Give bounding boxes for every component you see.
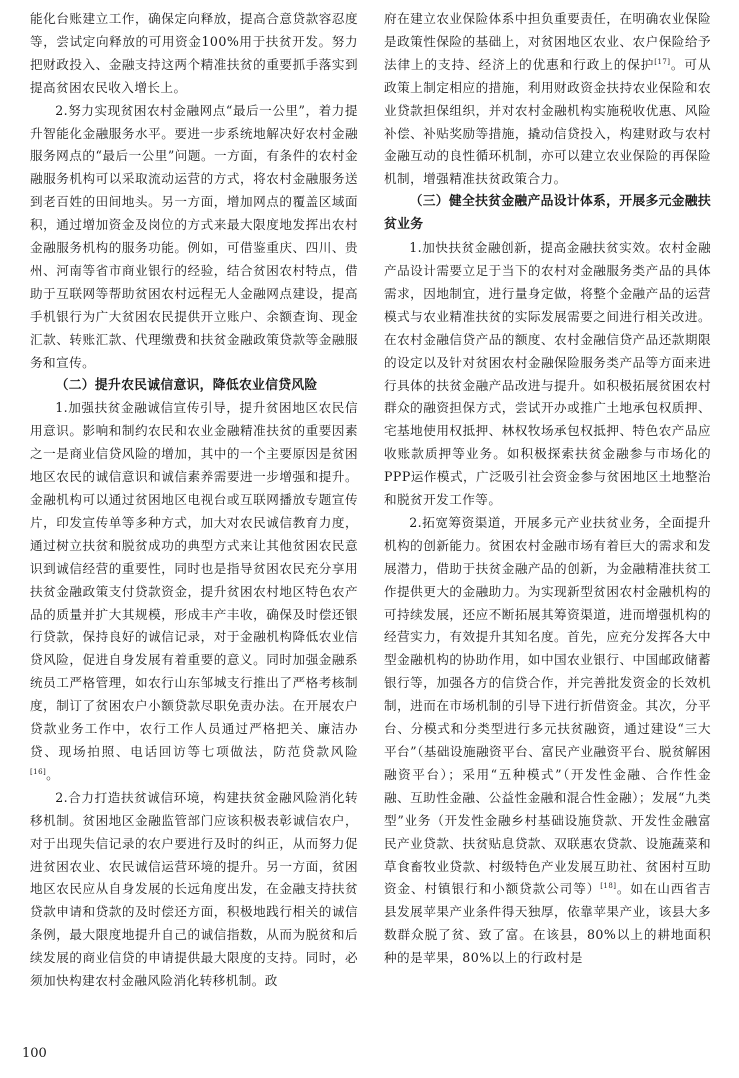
paragraph: 1.加快扶贫金融创新，提高金融扶贫实效。农村金融产品设计需要立足于当下的农村对金融服务类产品的具体需求，因地制宜，进行量身定做，将整个金融产品的运营模式与农业精准扶贫的实际发展需要之间进行相关改进。在农村金融信贷产品的额度、农村金融信贷产品还款期限的设定以及针对贫困农村金融保险服务类产品等方面来进行具体的扶贫金融产品改进与提升。如积极拓展贫困农村群众的融资担保方式，尝试开办或推广土地承包权质押、宅基地使用权抵押、林权牧场承包权抵押、特色农产品应收账款质押等业务。如积极探索扶贫金融参与市场化的PPP运作模式，广泛吸引社会资金参与贫困地区土地整治和脱贫开发工作等。 — [384, 240, 711, 508]
paragraph-text: 府在建立农业保险体系中担负重要责任，在明确农业保险是政策性保险的基础上，对贫困地区农业、农户保险给予法律上的支持、经济上的优惠和行政上的保护 — [384, 11, 711, 72]
paragraph — [30, 397, 358, 786]
citation[interactable]: [16] — [30, 767, 47, 776]
paragraph: 2.努力实现贫困农村金融网点“最后一公里”，着力提升智能化金融服务水平。要进一步系统地解决好农村金融服务网点的“最后一公里”问题。一方面，有条件的农村金融服务机构可以采取流动运营的方式，将农村金融服务送到老百姓的田间地头。另一方面，增加网点的覆盖区域面积，通过增加资金及岗位的方式来最大限度地发挥出农村金融服务机构的服务功能。例如，可借鉴重庆、四川、贵州、河南等省市商业银行的经验，结合贫困农村特点，借助于互联网等帮助贫困农村远程无人金融网点建设，提高手机银行为广大贫困农民提供开立账户、余额查询、现金汇款、转账汇款、代理缴费和扶贫金融政策贷款等金融服务和宣传。 — [30, 102, 358, 370]
paragraph-text-end: 。 — [46, 766, 60, 782]
citation[interactable]: [18] — [600, 882, 617, 891]
paragraph-text: 1.加强扶贫金融诚信宣传引导，提升贫困地区农民信用意识。影响和制约农民和农业金融精准扶贫的重要因素之一是商业信贷风险的增加，其中的一个主要原因是贫困地区农民的诚信意识和诚信素养需要进一步增强和提升。金融机构可以通过贫困地区电视台或互联网播放专题宣传片，印发宣传单等多种方式，加大对农民诚信教育力度，通过树立扶贫和脱贫成功的典型方式来让其他贫困农民意识到诚信经营的重要性，同时也是指导贫困农民充分享用扶贫金融政策支付贷款资金，提升贫困农村地区特色农产品的质量并扩大其规模，形成丰产丰收，确保及时偿还银行贷款，保持良好的诚信记录，对于金融机构降低农业信贷风险，促进自身发展有着重要的意义。同时加强金融系统员工严格管理，如农行山东邹城支行推出了严格考核制度，制订了贫困农户小额贷款尽职免责办法。在开展农户贷款业务工作中，农行工作人员通过严格把关、廉洁办贷、现场拍照、电话回访等七项做法，防范贷款风险 — [30, 400, 358, 759]
paragraph-text: 2.拓宽筹资渠道，开展多元产业扶贫业务，全面提升机构的创新能力。贫困农村金融市场有着巨大的需求和发展潜力，借助于扶贫金融产品的创新，为金融精准扶贫工作提供更大的金融助力。为实现新型贫困农村金融机构的可持续发展，还应不断拓展其筹资渠道，进而增强机构的经营实力，有效提升其知名度。首先，应充分发挥各大中型金融机构的协助作用，如中国农业银行、中国邮政储蓄银行等，加强各方的信贷合作，并完善批发资金的长效机制，进而在市场机制的引导下进行折借资金。其次，分平台、分模式和分类型进行多元扶贫融资，通过建设“三大平台”（基础设施融资平台、富民产业融资平台、脱贫解困融资平台）；采用“五种模式”（开发性金融、合作性金融、互助性金融、公益性金融和混合性金融）；发展“九类型”业务（开发性金融乡村基础设施贷款、开发性金融富民产业贷款、扶贫贴息贷款、双联惠农贷款、设施蔬菜和草食畜牧业贷款、村级特色产业发展互助社、贫困村互助资金、村镇银行和小额贷款公司等） — [384, 514, 711, 897]
citation[interactable]: [17] — [654, 57, 671, 66]
paragraph-text-end: 。可从政策上制定相应的措施，利用财政资金扶持农业保险和农业贷款担保组织，并对农村金融机构实施税收优惠、风险补偿、补贴奖励等措施，撬动信贷投入，构建财政与农村金融互动的良性循环机制，亦可以建立农业保险的再保险机制，增强精准扶贫政策合力。 — [384, 56, 711, 187]
paragraph: 能化台账建立工作，确保定向释放，提高合意贷款容忍度等，尝试定向释放的可用资金100%用于扶贫开发。努力把财政投入、金融支持这两个精准扶贫的重要抓手落实到提高贫困农民收入增长上。 — [30, 11, 358, 95]
left-column — [30, 8, 358, 993]
paragraph: 2.合力打造扶贫诚信环境，构建扶贫金融风险消化转移机制。贫困地区金融监管部门应该积极表彰诚信农户，对于出现失信记录的农户要进行及时的纠正，从而努力促进贫困农业、农民诚信运营环境的提升。另一方面，贫困地区农民应从自身发展的长远角度出发，在金融支持扶贫贷款申请和贷款的及时偿还方面，积极地践行相关的诚信条例，最大限度地提升自己的诚信指数，从而为脱贫和后续发展的商业信贷的申请提供最大限度的支持。同时，必须加快构建农村金融风险消化转移机制。政 — [30, 789, 358, 989]
paragraph — [384, 512, 711, 970]
section-heading: （三）健全扶贫金融产品设计体系，开展多元金融扶贫业务 — [384, 194, 711, 233]
section-heading: （二）提升农民诚信意识，降低农业信贷风险 — [55, 377, 318, 393]
page-number: 100 — [22, 1046, 47, 1061]
paragraph-text-end: 。如在山西省吉县发展苹果产业条件得天独厚，依靠苹果产业，该县大多数群众脱了贫、致了富。在该县，80%以上的耕地面积种的是苹果，80%以上的行政村是 — [384, 881, 712, 966]
paragraph — [384, 8, 711, 191]
right-column — [384, 8, 711, 970]
